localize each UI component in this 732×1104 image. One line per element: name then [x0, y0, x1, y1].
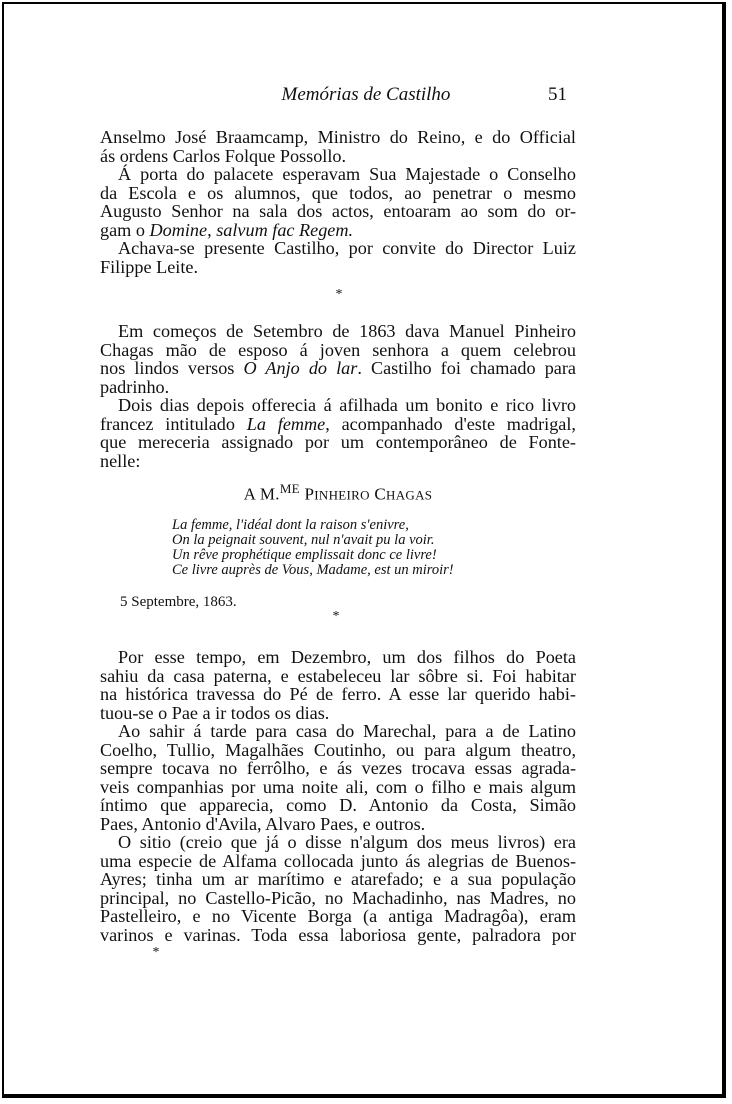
text-line: Pastelleiro, e no Vicente Borga (a antiga Madragôa), eram — [100, 906, 576, 926]
text-line — [100, 221, 576, 240]
poem-title: O Anjo do lar — [243, 358, 358, 378]
paragraph-block-3 — [100, 648, 576, 944]
text-line: O sitio (creio que já o disse n'algum dos meus livros) era — [118, 832, 576, 852]
text-line: nelle: — [100, 450, 141, 471]
poem-line: Ce livre auprès de Vous, Madame, est un miroir! — [172, 562, 454, 578]
section-separator: * — [332, 609, 340, 624]
paragraph-block-1 — [100, 128, 576, 276]
text-line: que mereceria assignado por um contemporâneo de Fonte- — [100, 432, 576, 452]
text-line: na histórica travessa do Pé de ferro. A esse lar querido habi- — [100, 684, 576, 704]
text-line: Augusto Senhor na sala dos actos, entoaram ao som do or- — [100, 201, 576, 221]
text-line: uma especie de Alfama collocada junto ás alegrias de Buenos- — [100, 850, 576, 871]
dedication-prefix: A M. — [243, 484, 280, 504]
text-line: Por esse tempo, em Dezembro, um dos filhos do Poeta — [118, 647, 576, 667]
name-rest: INHEIRO — [314, 487, 370, 503]
text-line: sahiu da casa paterna, e estabeleceu lar sôbre si. Foi habitar — [100, 665, 576, 686]
latin-phrase: Domine, salvum fac Regem. — [149, 219, 354, 240]
text-line: da Escola e os alumnos, que todos, ao penetrar o mesmo — [100, 182, 576, 203]
name-initial: P — [304, 484, 315, 504]
text-line: Coelho, Tullio, Magalhães Coutinho, ou para algum theatro, — [100, 739, 576, 760]
text-line: Filippe Leite. — [100, 256, 198, 277]
page-header — [0, 84, 732, 110]
text-line: ás ordens Carlos Folque Possollo. — [100, 145, 347, 166]
text-line: Paes, Antonio d'Avila, Alvaro Paes, e outros. — [100, 813, 426, 834]
text-line: sempre tocava no ferrôlho, e ás vezes trocava essas agrada- — [100, 758, 576, 778]
footer-mark: * — [152, 945, 160, 960]
text-line: veis companhias por uma noite ali, com o filho e mais algum — [100, 776, 576, 797]
madrigal-poem — [172, 518, 454, 578]
text-line: Ao sahir á tarde para casa do Marechal, para a de Latino — [118, 721, 576, 741]
name-initial: C — [374, 484, 387, 504]
text-line: varinos e varinas. Toda essa laboriosa gente, palradora por — [100, 924, 576, 945]
text-line: Em começos de Setembro de 1863 dava Manuel Pinheiro — [118, 321, 576, 341]
text-line: Á porta do palacete esperavam Sua Majestade o Conselho — [118, 164, 576, 184]
dedication-sup: ME — [279, 481, 300, 496]
text-line: Chagas mão de esposo á joven senhora a quem celebrou — [100, 339, 576, 360]
text-fragment: . Castilho foi chamado para — [357, 358, 577, 378]
text-line — [100, 359, 576, 378]
text-fragment: , acompanhado d'este madrigal, — [325, 413, 576, 434]
text-line: principal, no Castello-Picão, no Machadinho, nas Madres, no — [100, 887, 576, 908]
book-title: La femme — [246, 413, 326, 434]
text-line: Dois dias depois offerecia á afilhada um bonito e rico livro — [118, 395, 576, 415]
text-fragment: gam o — [100, 219, 150, 240]
paragraph-block-2 — [100, 322, 576, 470]
text-line: tuou-se o Pae a ir todos os dias. — [100, 702, 330, 723]
text-line: padrinho. — [100, 376, 170, 397]
text-fragment: nos lindos versos — [100, 358, 244, 378]
dedication-heading — [100, 481, 576, 505]
poem-line: On la peignait souvent, nul n'avait pu la voir. — [172, 532, 435, 548]
text-fragment: francez intitulado — [100, 413, 247, 434]
poem-line: La femme, l'idéal dont la raison s'enivre, — [172, 517, 409, 533]
text-line: Ayres; tinha um ar marítimo e atarefado; e a sua população — [100, 869, 576, 889]
page-number: 51 — [548, 84, 567, 105]
running-title: Memórias de Castilho — [281, 84, 451, 105]
text-line: Achava-se presente Castilho, por convite do Director Luiz — [118, 238, 576, 258]
poem-dateline: 5 Septembre, 1863. — [120, 594, 237, 610]
text-line: íntimo que apparecia, como D. Antonio da Costa, Simão — [100, 795, 576, 815]
text-line: Anselmo José Braamcamp, Ministro do Reino, e do Official — [100, 127, 576, 147]
text-line — [100, 415, 576, 434]
name-rest: HAGAS — [386, 487, 433, 503]
section-separator: * — [335, 287, 343, 302]
poem-line: Un rêve prophétique emplissait donc ce livre! — [172, 547, 437, 563]
